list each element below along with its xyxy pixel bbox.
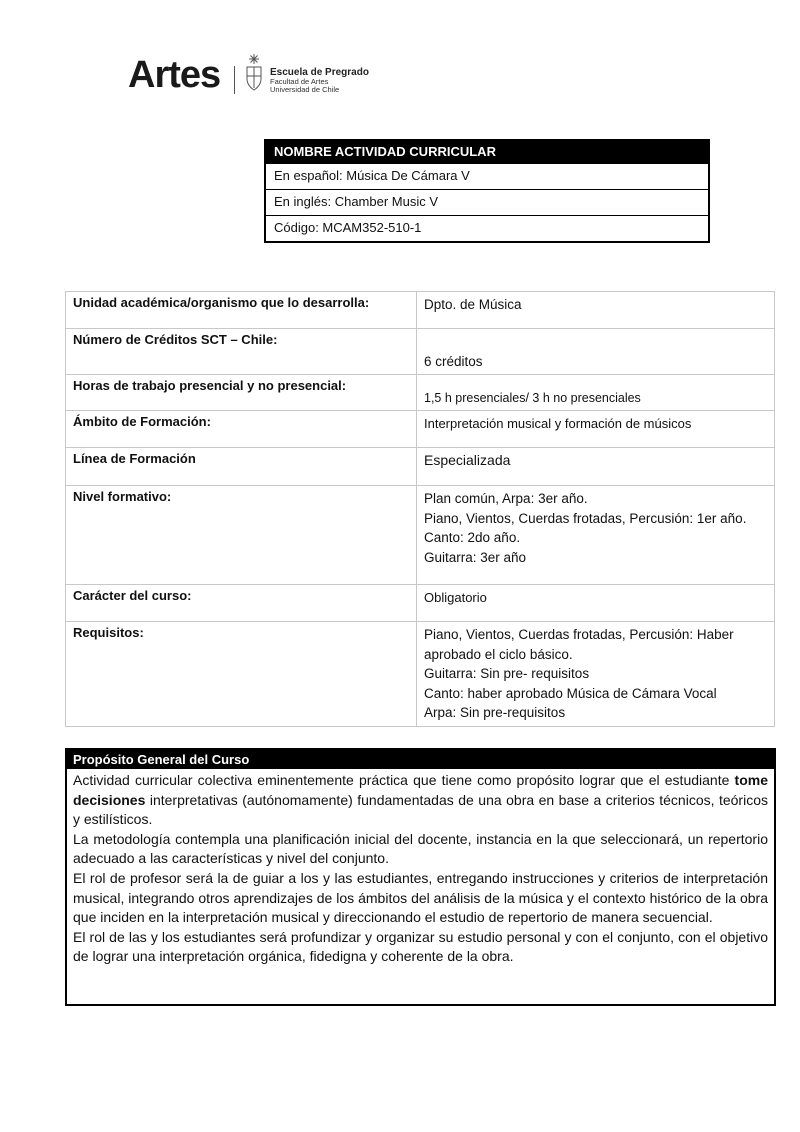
- logo-faculty: Facultad de Artes: [270, 77, 329, 86]
- row-label: Línea de Formación: [66, 448, 417, 486]
- table-row: [66, 411, 775, 448]
- row-label: Horas de trabajo presencial y no presencial:: [66, 375, 417, 411]
- purpose-paragraph: El rol de las y los estudiantes será profundizar y organizar su estudio personal y con el conjunto, con el objetivo de lograr una interpretación orgánica, fidedigna y coherente de la obra.: [73, 928, 768, 965]
- table-row: [66, 448, 775, 486]
- purpose-emphasis: tome decisiones: [73, 772, 768, 808]
- row-label: Ámbito de Formación:: [66, 411, 417, 448]
- row-value: Plan común, Arpa: 3er año. Piano, Vientos, Cuerdas frotadas, Percusión: 1er año. Canto: 2do año. Guitarra: 3er año: [417, 486, 775, 585]
- credits-value: 6 créditos: [424, 353, 483, 369]
- artes-logo: [128, 52, 388, 100]
- purpose-heading: Propósito General del Curso: [67, 750, 774, 769]
- row-value: Interpretación musical y formación de músicos: [417, 411, 775, 448]
- logo-school: Escuela de Pregrado: [270, 67, 369, 78]
- row-value: Obligatorio: [417, 585, 775, 622]
- row-value: Piano, Vientos, Cuerdas frotadas, Percusión: Haber aprobado el ciclo básico. Guitarra: Sin pre- requisitos Canto: haber aprobado Música de Cámara Vocal Arpa: Sin pre-requisitos: [417, 622, 775, 727]
- university-crest-icon: [242, 52, 266, 96]
- table-row: [66, 622, 775, 727]
- course-name-heading: NOMBRE ACTIVIDAD CURRICULAR: [266, 141, 708, 163]
- purpose-body: [67, 769, 774, 967]
- logo-divider: [234, 66, 235, 94]
- logo-university: Universidad de Chile: [270, 85, 340, 94]
- row-label: Requisitos:: [66, 622, 417, 727]
- course-name-spanish: En español: Música De Cámara V: [266, 163, 708, 189]
- logo-wordmark: Artes: [128, 54, 221, 96]
- purpose-paragraph: La metodología contempla una planificación inicial del docente, instancia en la que seleccionará, un repertorio adecuado a las características y nivel del conjunto.: [73, 830, 768, 867]
- row-value: Especializada: [417, 448, 775, 486]
- table-row: [66, 329, 775, 375]
- row-label: Número de Créditos SCT – Chile:: [66, 329, 417, 375]
- table-row: [66, 585, 775, 622]
- course-code: Código: MCAM352-510-1: [266, 215, 708, 241]
- row-value: 1,5 h presenciales/ 3 h no presenciales: [417, 375, 775, 411]
- row-label: Carácter del curso:: [66, 585, 417, 622]
- course-purpose-box: [65, 748, 776, 1006]
- row-value: Dpto. de Música: [417, 292, 775, 329]
- table-row: [66, 375, 775, 411]
- purpose-paragraph: Actividad curricular colectiva eminentemente práctica que tiene como propósito lograr que el estudiante tome decisiones interpretativas (autónomamente) fundamentadas de una obra en base a criterios técnicos, teóricos y estilísticos.: [73, 772, 768, 828]
- course-name-english: En inglés: Chamber Music V: [266, 189, 708, 215]
- row-label: Nivel formativo:: [66, 486, 417, 585]
- purpose-paragraph: El rol de profesor será la de guiar a los y las estudiantes, entregando instrucciones y criterios de interpretación musical, integrando otros aprendizajes de los ámbitos del análisis de la música y el contexto histórico de la obra que inciden en la interpretación musical y direccionando el estudio de repertorio de manera secuencial.: [73, 869, 768, 926]
- course-name-box: [264, 139, 710, 243]
- row-label: Unidad académica/organismo que lo desarrolla:: [66, 292, 417, 329]
- course-info-table: [65, 291, 775, 727]
- logo-text: [270, 68, 369, 94]
- table-row: [66, 486, 775, 585]
- row-value: [417, 329, 775, 375]
- table-row: [66, 292, 775, 329]
